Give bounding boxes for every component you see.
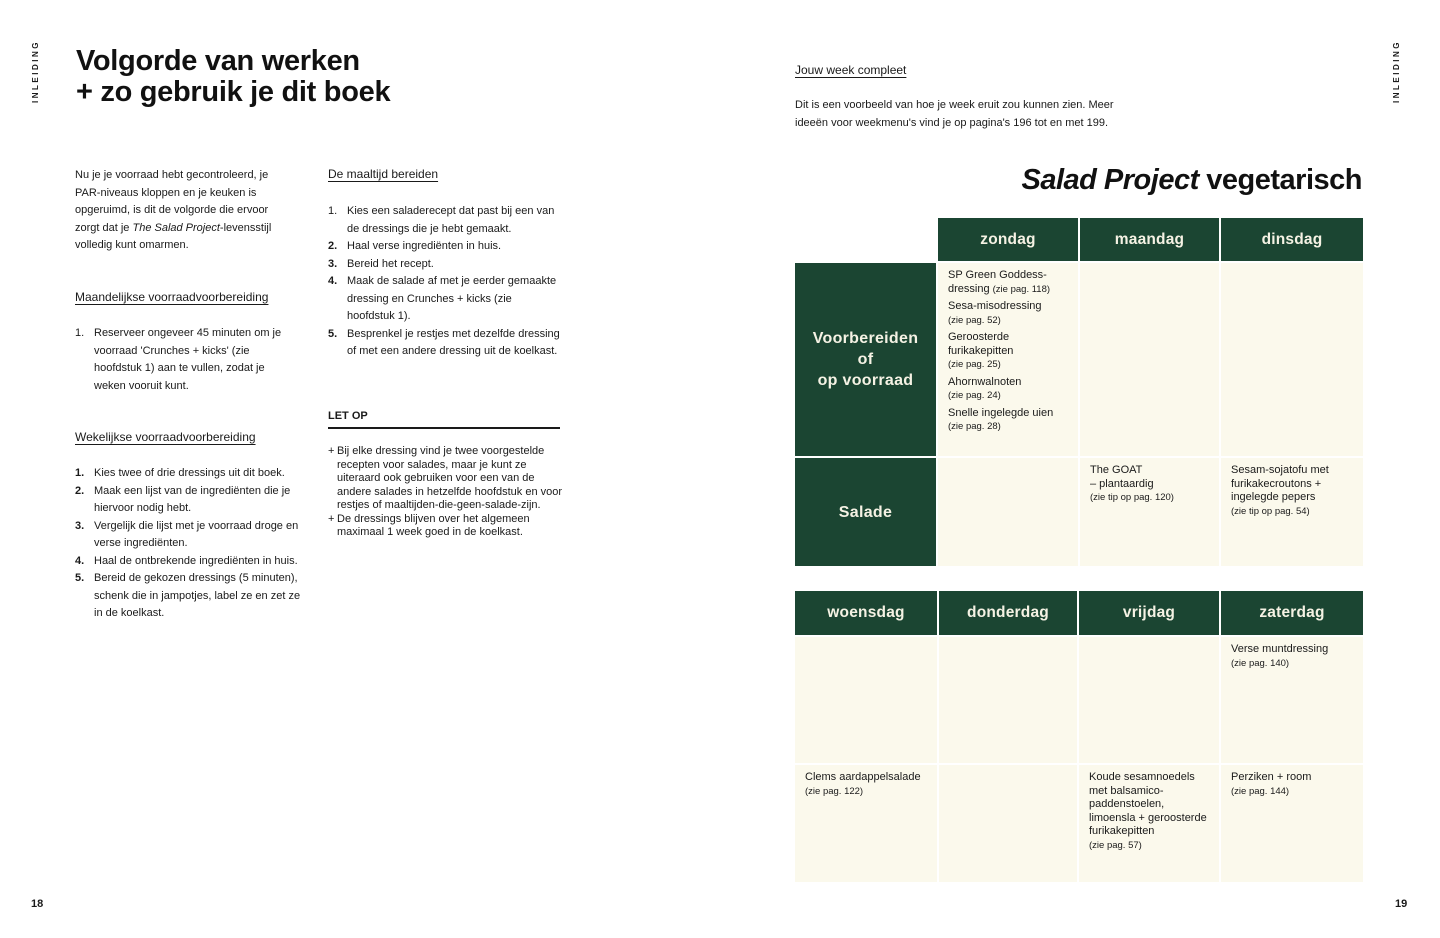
step-text: Haal verse ingrediënten in huis. [347, 240, 502, 252]
step-text: Maak de salade af met je eerder gemaakte dressing en Crunches + kicks (zie hoofdstuk 1). [347, 275, 557, 322]
step-text: Maak een lijst van de ingrediënten die je hiervoor nodig hebt. [94, 484, 291, 514]
step-text: Kies een saladerecept dat past bij een van de dressings die je hebt gemaakt. [347, 205, 555, 235]
item-name: SP Green Goddess-dressing [948, 269, 1047, 295]
table-corner [795, 218, 936, 261]
weekly-step [75, 553, 307, 571]
meal-step [328, 273, 560, 326]
side-tab-left: INLEIDING [31, 40, 40, 103]
step-text: Haal de ontbrekende ingrediënten in huis. [94, 554, 298, 567]
item-ref: (zie pag. 25) [948, 359, 1001, 370]
salad-cell-woensdag [795, 765, 937, 882]
weekly-step [75, 483, 307, 518]
title-line-1: Volgorde van werken [76, 45, 360, 77]
prep-item [948, 376, 1068, 403]
salad-name: Perziken + room [1231, 771, 1312, 783]
step-number: 1. [328, 205, 338, 217]
day-header-vrijdag: vrijdag [1079, 591, 1219, 635]
prep-item [948, 269, 1068, 296]
salad-ref: (zie tip op pag. 54) [1231, 505, 1310, 517]
salad-name: Koude sesamnoedels met balsamico-paddenstoelen, limoensla + geroosterde furikakepitten [1089, 771, 1207, 837]
step-number: 1. [75, 327, 85, 339]
let-op-note [328, 513, 563, 540]
item-name: Sesa-misodressing [948, 300, 1042, 312]
step-number: 3. [328, 257, 338, 270]
step-text: Besprenkel je restjes met dezelfde dressing of met een andere dressing uit de koelkast. [347, 327, 560, 357]
plan-title [960, 164, 1362, 197]
weekly-step [75, 518, 307, 553]
row-label-prep: Voorbereiden of op voorraad [795, 263, 936, 456]
note-text: Bij elke dressing vind je twee voorgestelde recepten voor salades, maar je kunt ze uiteraard ook gebruiken voor een van de andere salades in hetzelfde hoofdstuk en voor restjes of maaltijden-die-geen-salade-zijn. [337, 445, 563, 511]
salad-cell-dinsdag [1221, 458, 1363, 566]
day-header-donderdag: donderdag [939, 591, 1077, 635]
salad-name: Clems aardappelsalade [805, 771, 921, 783]
meal-heading: De maaltijd bereiden [328, 167, 439, 181]
weekly-heading: Wekelijkse voorraadvoorbereiding [75, 430, 256, 444]
day-header-woensdag: woensdag [795, 591, 937, 635]
item-ref: (zie pag. 52) [948, 314, 1001, 326]
step-text: Kies twee of drie dressings uit dit boek. [94, 467, 285, 479]
day-header-dinsdag: dinsdag [1221, 218, 1363, 261]
salad-ref: (zie pag. 122) [805, 785, 864, 797]
note-plus: + [328, 445, 335, 457]
plan-title-emphasis: Salad Project [1021, 164, 1199, 196]
page-number-right: 19 [1395, 898, 1408, 910]
note-plus: + [328, 512, 335, 525]
prep-name: Verse muntdressing [1231, 643, 1329, 655]
salad-cell-donderdag [939, 765, 1077, 882]
step-number: 3. [75, 519, 85, 532]
title-line-2: + zo gebruik je dit boek [76, 76, 391, 108]
page-number-left: 18 [31, 898, 44, 910]
step-number: 4. [75, 554, 85, 567]
note-text: De dressings blijven over het algemeen maximaal 1 week goed in de koelkast. [337, 512, 530, 538]
step-number: 5. [328, 327, 338, 340]
weekly-step [75, 570, 307, 623]
prep-cell-maandag [1080, 263, 1219, 456]
prep-item [948, 331, 1068, 372]
step-text: Vergelijk die lijst met je voorraad droge en verse ingrediënten. [94, 519, 299, 549]
salad-name: Sesam-sojatofu met furikakecroutons + ingelegde pepers [1231, 464, 1329, 503]
side-tab-right: INLEIDING [1392, 40, 1401, 103]
meal-steps [328, 203, 560, 361]
item-name: Ahornwalnoten [948, 375, 1022, 388]
salad-ref: (zie tip op pag. 120) [1090, 492, 1174, 503]
plan-title-rest: vegetarisch [1198, 164, 1362, 196]
item-name: Geroosterde furikakepitten [948, 331, 1014, 357]
step-number: 1. [75, 467, 85, 479]
week-heading: Jouw week compleet [795, 63, 907, 77]
weekly-steps [75, 465, 307, 623]
step-number: 2. [75, 484, 85, 497]
item-ref: (zie pag. 24) [948, 390, 1001, 401]
prep-cell-donderdag [939, 637, 1077, 763]
row-label-salad: Salade [795, 458, 936, 566]
step-number: 5. [75, 572, 85, 584]
intro-emphasis: The Salad Project [132, 221, 220, 234]
salad-cell-vrijdag [1079, 765, 1219, 882]
step-text: Reserveer ongeveer 45 minuten om je voorraad 'Crunches + kicks' (zie hoofdstuk 1) aan te vullen, zodat je weken vooruit kunt. [94, 327, 282, 392]
monthly-steps [75, 325, 295, 395]
prep-cell-dinsdag [1221, 263, 1363, 456]
week-description: Dit is een voorbeeld van hoe je week eruit zou kunnen zien. Meer ideeën voor weekmenu's vind je op pagina's 196 tot en met 199. [795, 99, 1114, 129]
weekly-step [75, 465, 307, 483]
prep-item [948, 300, 1068, 327]
day-header-maandag: maandag [1080, 218, 1219, 261]
item-ref: (zie pag. 118) [992, 283, 1051, 295]
meal-step [328, 238, 560, 256]
prep-item [948, 407, 1068, 434]
step-number: 2. [328, 240, 338, 252]
intro-text-after: -levensstijl volledig kunt omarmen. [75, 221, 272, 251]
week-plan-table-2 [795, 591, 1363, 882]
let-op-notes [328, 445, 563, 540]
week-plan-table-1 [795, 218, 1363, 566]
prep-ref: (zie pag. 140) [1231, 657, 1290, 669]
prep-cell-zondag [938, 263, 1078, 456]
day-header-zondag: zondag [938, 218, 1078, 261]
salad-ref: (zie pag. 144) [1231, 785, 1290, 797]
let-op-heading: LET OP [328, 410, 560, 429]
salad-ref: (zie pag. 57) [1089, 839, 1142, 851]
item-ref: (zie pag. 28) [948, 421, 1001, 432]
page-title [76, 46, 390, 108]
salad-name: The GOAT – plantaardig [1090, 464, 1154, 490]
intro-text-before: Nu je je voorraad hebt gecontroleerd, je PAR-niveaus kloppen en je keuken is opgeruimd, is dit de volgorde die ervoor zorgt dat je [75, 169, 269, 234]
monthly-heading: Maandelijkse voorraadvoorbereiding [75, 290, 269, 304]
meal-step [328, 256, 560, 274]
step-number: 4. [328, 275, 338, 287]
prep-cell-woensdag [795, 637, 937, 763]
prep-cell-vrijdag [1079, 637, 1219, 763]
salad-cell-maandag [1080, 458, 1219, 566]
salad-cell-zondag [938, 458, 1078, 566]
step-text: Bereid de gekozen dressings (5 minuten), schenk die in jampotjes, label ze en zet ze in de koelkast. [94, 572, 301, 619]
item-name: Snelle ingelegde uien [948, 406, 1054, 419]
day-header-zaterdag: zaterdag [1221, 591, 1363, 635]
intro-paragraph [75, 167, 295, 255]
let-op-note [328, 445, 563, 513]
monthly-step [75, 325, 295, 395]
prep-cell-zaterdag [1221, 637, 1363, 763]
meal-step [328, 203, 560, 238]
meal-step [328, 326, 560, 361]
step-text: Bereid het recept. [347, 257, 434, 270]
salad-cell-zaterdag [1221, 765, 1363, 882]
